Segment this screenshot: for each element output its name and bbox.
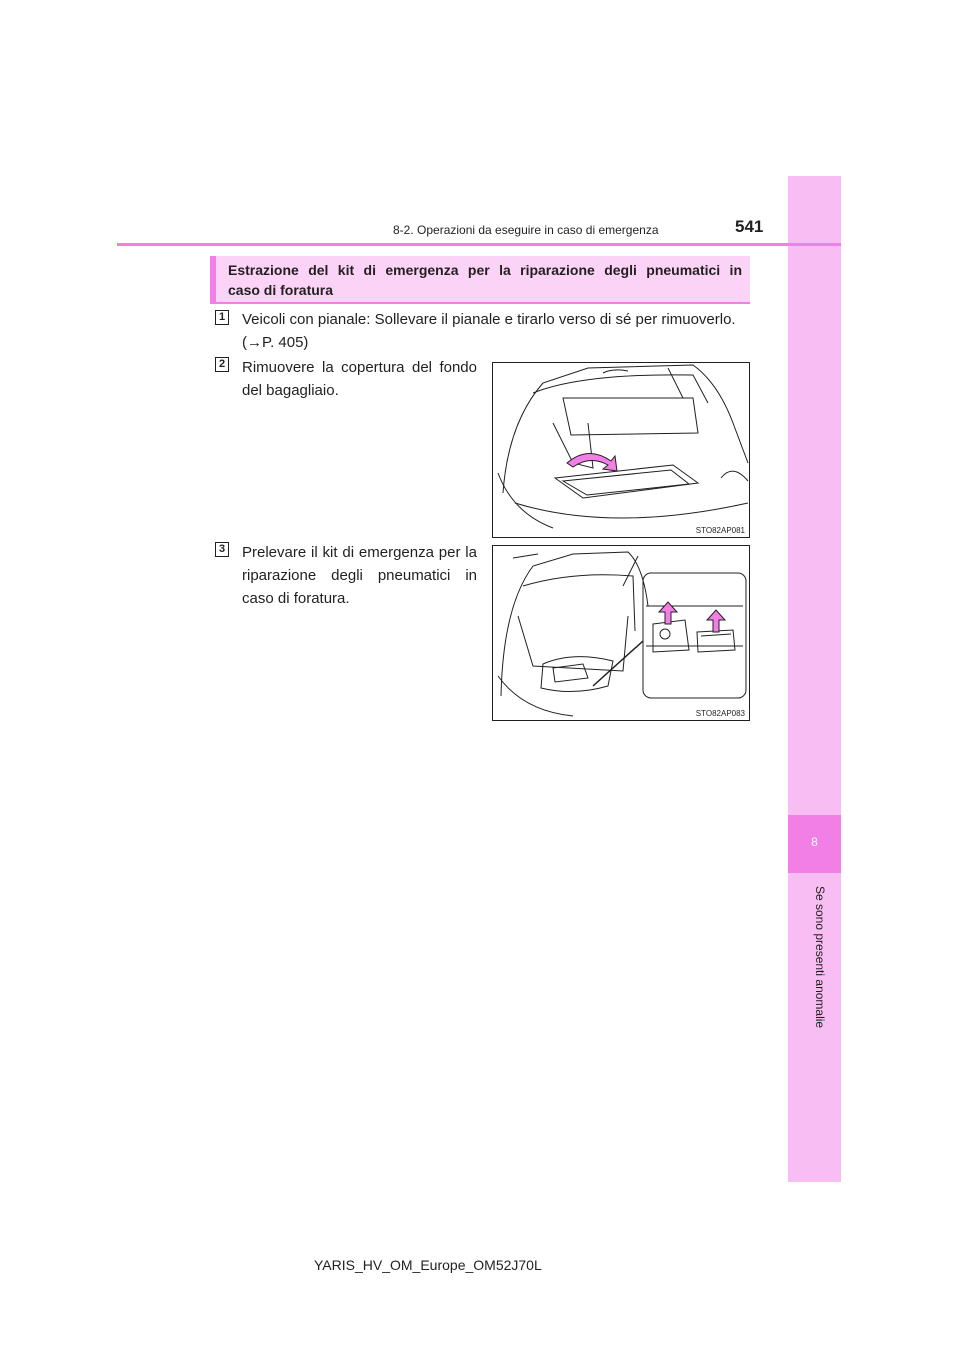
heading-line-2: caso di foratura bbox=[228, 282, 334, 298]
step-1-badge: 1 bbox=[215, 310, 229, 325]
step-2-badge: 2 bbox=[215, 357, 229, 372]
emergency-kit-illustration bbox=[492, 545, 750, 721]
figure-code: STO82AP081 bbox=[695, 526, 745, 535]
section-title: 8-2. Operazioni da eseguire in caso di emergenza bbox=[393, 223, 659, 237]
step-3-text-line-3: caso di foratura. bbox=[242, 590, 350, 607]
car-trunk-drawing bbox=[493, 363, 749, 537]
step-1-text-line-1: Veicoli con pianale: Sollevare il pianale e tirarlo verso di sé per rimuoverlo. bbox=[242, 311, 736, 328]
trunk-cover-illustration bbox=[492, 362, 750, 538]
chapter-title: Se sono presenti anomalie bbox=[813, 886, 827, 1029]
lift-arrow-right-icon bbox=[707, 610, 725, 632]
chapter-number: 8 bbox=[811, 835, 818, 849]
step-2-text-line-1: Rimuovere la copertura del fondo bbox=[242, 359, 477, 376]
lift-arrow-left-icon bbox=[659, 602, 677, 624]
step-3-text-line-1: Prelevare il kit di emergenza per la bbox=[242, 544, 477, 561]
heading-line-1: Estrazione del kit di emergenza per la riparazione degli pneumatici in bbox=[228, 262, 742, 278]
page-number: 541 bbox=[735, 217, 764, 236]
step-3-badge: 3 bbox=[215, 542, 229, 557]
step-1-text-line-2: (→P. 405) bbox=[242, 334, 309, 351]
procedure-heading bbox=[210, 256, 750, 302]
figure-code: STO82AP083 bbox=[695, 709, 745, 718]
step-2-text-line-2: del bagagliaio. bbox=[242, 382, 339, 399]
heading-rule bbox=[210, 302, 750, 304]
header-rule bbox=[117, 243, 841, 246]
trunk-kit-drawing bbox=[493, 546, 749, 720]
document-code: YARIS_HV_OM_Europe_OM52J70L bbox=[314, 1257, 542, 1273]
step-3-text-line-2: riparazione degli pneumatici in bbox=[242, 567, 477, 584]
